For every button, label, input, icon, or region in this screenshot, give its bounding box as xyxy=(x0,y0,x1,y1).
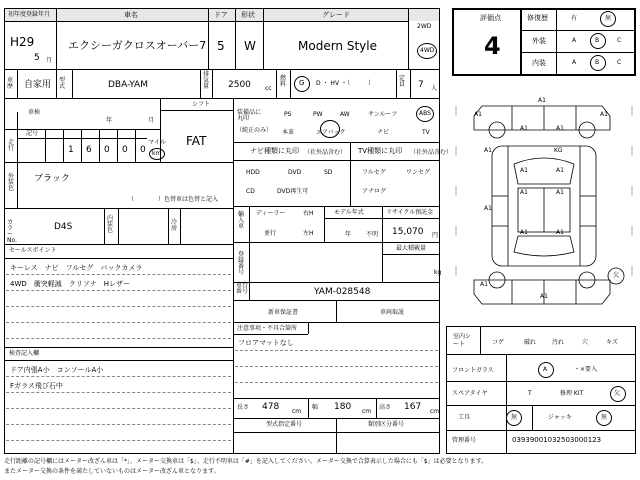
import-right: 右H xyxy=(303,210,314,217)
repair-yes: 有 xyxy=(571,15,578,22)
model-label: 型式 xyxy=(59,77,66,90)
int-grade-c: C xyxy=(617,59,622,66)
tv-label: TV種類に丸印 xyxy=(358,147,403,155)
seat-label: 室内シート xyxy=(453,333,472,349)
category: 自家用 xyxy=(24,80,52,90)
inspector-line-1: ドア内張A小 コンソールA小 xyxy=(10,366,104,374)
car-name-label: 車名 xyxy=(124,11,138,19)
notes-line-1: フロアマットなし xyxy=(238,339,294,347)
month-label: 月 xyxy=(148,117,155,124)
repair-label: 修復歴 xyxy=(527,14,548,22)
month-unit: 月 xyxy=(46,57,53,64)
grade: Modern Style xyxy=(298,39,377,53)
notes-label: 注意事項・不具合箇所 xyxy=(237,325,298,332)
inspection-label: 車検 xyxy=(28,109,41,116)
capacity-label: 定員 xyxy=(399,75,406,88)
digit-1: 1 xyxy=(68,145,74,155)
import-dealer: ディーラー xyxy=(256,210,286,217)
mark-3: A1 xyxy=(600,111,608,118)
mark-10: A1 xyxy=(556,189,564,196)
height-label: 高さ xyxy=(379,404,392,411)
type-no-label: 型式指定番号 xyxy=(266,421,303,428)
width-unit: cm xyxy=(362,408,372,415)
fuel-other: D ・ HV ・（ ） xyxy=(316,80,374,87)
owner-manual: 車両取説 xyxy=(380,309,405,316)
fuel-label: 燃料 xyxy=(280,75,287,88)
inspector-line-2: Fガラス飛び石中 xyxy=(10,382,63,390)
int-grade-a: A xyxy=(572,59,577,66)
grade-label: グレード xyxy=(322,11,350,19)
max-load-label: 最大積載量 xyxy=(396,245,427,252)
equip-airbag: エアバック xyxy=(316,129,346,136)
tv-sub: （社外品含む） xyxy=(410,149,453,156)
equip-ps: PS xyxy=(284,111,292,118)
mark-11: A1 xyxy=(484,205,492,212)
car-damage-diagram xyxy=(452,86,636,324)
ext-grade-c: C xyxy=(617,37,622,44)
equip-sunroof: サンルーフ xyxy=(368,111,398,118)
equip-navi: ナビ xyxy=(377,129,390,136)
jack-none: 無 xyxy=(601,414,608,421)
equipment-label: 装備品に丸印 xyxy=(237,109,262,122)
sales-line-2: 4WD 衝突軽減 クリソナ Hレザー xyxy=(10,280,131,288)
model-year-unknown: 不明 xyxy=(366,231,379,238)
navi-sd: SD xyxy=(324,169,333,176)
chassis-no: YAM-028548 xyxy=(314,287,371,297)
seat-hole: 穴 xyxy=(582,339,589,346)
footer-note-2: またメーター交換の条件を満たしていないものはメーター改ざん車となります。 xyxy=(4,468,220,475)
equip-tv: TV xyxy=(422,129,430,136)
first-reg-label: 初年度登録年月 xyxy=(8,11,51,18)
year-label: 年 xyxy=(106,117,113,124)
mark-2: A1 xyxy=(474,111,482,118)
color-note: （ ）色替車は色替と記入 xyxy=(128,196,219,203)
mark-12: A1 xyxy=(520,229,528,236)
reg-no-label: 登録番号 xyxy=(238,251,245,276)
seat-burn: コゲ xyxy=(492,339,505,346)
rating-label: 評価点 xyxy=(480,14,501,22)
recycle-fee: 15,070 xyxy=(392,227,424,237)
first-reg-year: H29 xyxy=(10,35,35,49)
height: 167 xyxy=(404,402,422,412)
length-label: 長さ xyxy=(237,404,250,411)
exterior-label: 外装 xyxy=(532,37,546,45)
mgmt-no: 03939001032503000123 xyxy=(512,436,602,444)
yen-unit: 円 xyxy=(432,232,439,239)
footer-note-1: 走行距離の記号欄にはメーター改ざん車は「*」、メーター交換車は「$」、走行不明車は「#」を記入してください。メーター交換で合算表示した場合にも「$」は必要となります。 xyxy=(4,458,488,465)
digit-5: 0 xyxy=(140,145,146,155)
interior-color-label: 内装色 xyxy=(107,215,114,234)
doors: 5 xyxy=(217,39,225,53)
spare-t: T xyxy=(528,390,532,397)
glass-a: A xyxy=(543,366,548,373)
max-load-unit: kg xyxy=(434,269,442,276)
tv-fullseg: フルセグ xyxy=(362,169,386,176)
seat-scratch: キズ xyxy=(606,339,618,346)
exterior-color: ブラック xyxy=(34,174,70,184)
mark-7: A1 xyxy=(520,167,528,174)
tv-oneseg: ワンセグ xyxy=(406,169,431,176)
sales-line-1: キーレス ナビ フルセグ バックカメラ xyxy=(10,264,143,272)
equip-aw: AW xyxy=(340,111,350,118)
shift-label: シフト xyxy=(192,101,211,108)
seat-dirt: 汚れ xyxy=(552,339,565,346)
shift: FAT xyxy=(186,134,207,148)
ext-grade-b: B xyxy=(595,37,600,44)
spare-label: スペアタイヤ xyxy=(452,390,488,397)
seat-tear: 破れ xyxy=(524,339,537,346)
tools-none: 無 xyxy=(511,414,518,421)
width: 180 xyxy=(334,402,352,412)
length: 478 xyxy=(262,402,280,412)
ext-grade-a: A xyxy=(572,37,577,44)
digits-label: 記号 xyxy=(26,130,39,137)
mark-16: A1 xyxy=(540,293,548,300)
mark-1: A1 xyxy=(538,97,546,104)
capacity: 7 xyxy=(418,80,424,90)
class-no-label: 類別区分番号 xyxy=(368,421,405,428)
mark-8: A1 xyxy=(556,167,564,174)
rating-value: 4 xyxy=(484,32,501,60)
import-label: 輸入車 xyxy=(238,211,245,230)
color-no-label: カラーNo. xyxy=(7,219,17,244)
equip-abs: ABS xyxy=(419,110,431,117)
width-label: 幅 xyxy=(312,404,319,411)
import-parallel: 並行 xyxy=(264,230,277,237)
travel-label: 走行 xyxy=(8,139,15,152)
color-no: D4S xyxy=(54,222,73,232)
equipment-sub: （純正のみ） xyxy=(236,127,273,134)
color-label: 外装色 xyxy=(8,173,15,192)
digit-4: 0 xyxy=(122,145,128,155)
mgmt-label: 管理番号 xyxy=(452,437,477,444)
spare-kit: 修理 KIT xyxy=(560,390,584,397)
navi-sub: （社外品含む） xyxy=(304,149,347,156)
glass-label: フロントガラス xyxy=(452,367,494,374)
flaw-mark: 欠 xyxy=(613,272,620,279)
sales-label: セールスポイント xyxy=(9,247,57,254)
equip-pw: PW xyxy=(313,111,323,118)
cc-unit: cc xyxy=(265,85,272,92)
tools-label: 工具 xyxy=(458,414,471,421)
height-unit: cm xyxy=(430,408,440,415)
car-name: エクシーガクロスオーバー7 xyxy=(68,39,207,52)
mile-label: マイル xyxy=(148,139,166,146)
navi-cd: CD xyxy=(246,188,255,195)
mark-14: A1 xyxy=(480,281,488,288)
glass-x: ・×要入 xyxy=(574,366,598,373)
drive-4wd: 4WD xyxy=(420,47,435,54)
interior-label: 内装 xyxy=(532,59,546,67)
int-grade-b: B xyxy=(595,59,600,66)
inspector-label: 検査記入欄 xyxy=(9,350,40,357)
shape-label: 形状 xyxy=(241,11,255,19)
aircon-label: 冷房 xyxy=(171,219,178,232)
mark-5: A1 xyxy=(556,125,564,132)
mark-4: A1 xyxy=(520,125,528,132)
km-unit: km xyxy=(152,150,162,157)
chassis-label: 車台番号 xyxy=(236,282,249,295)
repair-no: 無 xyxy=(605,15,612,22)
model: DBA-YAM xyxy=(108,80,148,90)
capacity-unit: 人 xyxy=(431,85,438,92)
fuel-g: G xyxy=(299,79,305,87)
category-label: 車歴 xyxy=(7,77,14,90)
jack-label: ジャッキ xyxy=(548,414,572,421)
model-year-label: モデル年式 xyxy=(334,209,364,216)
recycle-fee-label: リサイクル預託金 xyxy=(386,209,434,216)
door-label: ドア xyxy=(214,11,228,19)
navi-label: ナビ種類に丸印 xyxy=(250,147,299,155)
mark-15: KG xyxy=(554,147,563,154)
import-left: 左H xyxy=(303,230,314,237)
displacement: 2500 xyxy=(228,80,251,90)
digit-3: 0 xyxy=(104,145,110,155)
navi-dvd-play: DVD再生可 xyxy=(277,188,309,195)
model-year-unit: 年 xyxy=(345,231,352,238)
first-reg-month: 5 xyxy=(34,53,40,63)
new-car-warranty: 新車保証書 xyxy=(268,309,299,316)
length-unit: cm xyxy=(292,408,302,415)
digit-2: 6 xyxy=(86,145,92,155)
equip-leather: 本革 xyxy=(282,129,295,136)
navi-dvd: DVD xyxy=(288,169,302,176)
displacement-label: 排気量 xyxy=(203,71,210,90)
spare-missing: 欠 xyxy=(614,390,621,397)
mark-13: A1 xyxy=(556,229,564,236)
mark-6: A1 xyxy=(484,147,492,154)
navi-hdd: HDD xyxy=(246,169,260,176)
tv-analog: アナログ xyxy=(362,188,387,195)
shape: W xyxy=(244,39,256,53)
mark-9: A1 xyxy=(520,189,528,196)
drive-2wd: 2WD xyxy=(417,23,432,30)
